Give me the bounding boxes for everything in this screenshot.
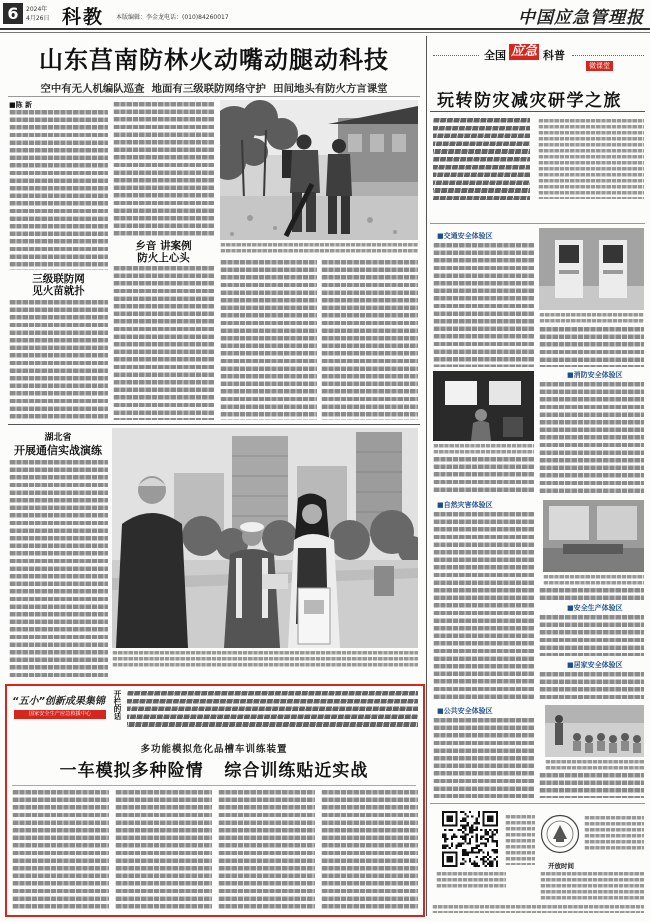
photo-disaster-caption xyxy=(543,575,644,585)
column-intro-label: 开栏的话 xyxy=(113,690,122,720)
lead-subhead-2 xyxy=(113,240,214,264)
photo-forest-caption xyxy=(220,243,418,254)
photo-forest-firefighters xyxy=(220,100,418,240)
photo-students-class xyxy=(545,705,644,757)
photo-disaster-hall xyxy=(543,500,644,572)
traffic-safety-text xyxy=(433,243,534,367)
column-intro-text xyxy=(127,691,418,729)
section-production-safety: ■安全生产体验区 xyxy=(567,604,623,612)
lead-subhead-2-line2: 防火上心头 xyxy=(137,252,190,264)
organization-info-text xyxy=(584,816,644,850)
lead-body-col1-a xyxy=(9,110,108,270)
photo-community-caption xyxy=(112,651,418,668)
lead-body-col2-b xyxy=(113,266,214,420)
science-intro-text xyxy=(433,118,530,200)
section-natural-disaster: ■自然灾害体验区 xyxy=(437,501,493,509)
photo-traffic-kiosks xyxy=(539,228,644,310)
science-headline: 玩转防灾减灾研学之旅 xyxy=(437,91,622,111)
issue-date-day: 4月26日 xyxy=(26,15,50,22)
innovation-kicker: 多功能模拟危化品槽车训练装置 xyxy=(140,744,288,755)
lead-bottom-rule xyxy=(8,424,420,425)
natural-disaster-text-right xyxy=(539,588,644,600)
section-public-safety: ■公共安全体验区 xyxy=(437,707,493,715)
qr-code-graphic xyxy=(442,811,498,867)
photo-community-safety-outreach xyxy=(112,428,418,648)
lead-body-col4 xyxy=(321,260,418,420)
lead-subheadline: 空中有无人机编队巡查 地面有三级联防网络守护 田间地头有防火方言课堂 xyxy=(40,83,388,95)
hubei-body xyxy=(9,460,108,680)
photo-vr-caption xyxy=(433,444,534,454)
page-number: 6 xyxy=(3,3,23,24)
lead-subhead-1-line2: 见火苗就扑 xyxy=(32,285,85,297)
section-traffic-safety: ■交通安全体验区 xyxy=(437,232,493,240)
lead-body-col3 xyxy=(220,260,317,420)
page-footer-note xyxy=(432,905,644,913)
editor-phone: 电话：(010)84260017 xyxy=(164,14,229,21)
section-fire-safety: ■消防安全体验区 xyxy=(567,371,623,379)
science-bottom-rule xyxy=(430,803,645,804)
section-home-safety: ■居家安全体验区 xyxy=(567,661,623,669)
science-title-rule xyxy=(430,111,645,112)
column-separator xyxy=(426,36,427,916)
header-rule xyxy=(0,28,650,30)
qr-caption xyxy=(436,872,506,890)
home-safety-text xyxy=(539,672,644,701)
lead-body-col2-a xyxy=(113,102,214,236)
photo-vr-experience xyxy=(433,371,534,441)
science-facts-list xyxy=(538,119,644,199)
open-hours-label: 开放时间 xyxy=(548,862,574,870)
lead-subhead-2-line1: 乡音 讲案例 xyxy=(135,240,192,252)
editor-credit: 本版编辑：李金龙 xyxy=(116,14,165,21)
innovation-series-org: 国家安全生产应急救援中心 xyxy=(14,710,106,719)
lead-body-col1-b xyxy=(9,300,108,420)
lead-subhead-1-line1: 三级联防网 xyxy=(32,273,85,285)
photo-traffic-caption xyxy=(539,313,644,324)
photo-students-caption xyxy=(545,760,644,770)
open-hours-text xyxy=(540,872,644,900)
public-safety-text-right xyxy=(539,773,644,798)
science-intro-rule xyxy=(430,223,645,224)
production-safety-text xyxy=(539,615,644,656)
header-rule-thin xyxy=(0,32,650,33)
fire-safety-text-left xyxy=(433,457,534,495)
natural-disaster-text xyxy=(433,512,534,702)
lead-subhead-1 xyxy=(9,273,108,297)
public-safety-text xyxy=(433,718,534,798)
lead-byline: ■陈 新 xyxy=(9,101,33,109)
hubei-headline: 开展通信实战演练 xyxy=(14,444,102,457)
brand-highlight: 应急 xyxy=(511,44,538,59)
section-title: 科教 xyxy=(62,6,105,28)
innovation-body-col2 xyxy=(115,790,212,910)
hubei-region: 湖北省 xyxy=(44,433,72,443)
brand-suffix: 科普 xyxy=(543,49,565,62)
issue-date-year: 2024年 xyxy=(26,6,48,13)
brand-tag: 微课堂 xyxy=(586,61,613,71)
brand-dotted-rule-right xyxy=(572,55,644,56)
lead-rule xyxy=(8,96,420,97)
innovation-rule xyxy=(12,785,416,786)
newspaper-masthead: 中国应急管理报 xyxy=(518,8,644,28)
innovation-headline: 一车模拟多种险情 综合训练贴近实战 xyxy=(59,761,369,781)
organization-seal-icon xyxy=(540,814,580,854)
innovation-body-col3 xyxy=(218,790,315,910)
traffic-safety-text-right xyxy=(539,327,644,367)
brand-dotted-rule xyxy=(433,55,479,56)
brand-prefix: 全国 xyxy=(484,49,506,62)
innovation-body-col1 xyxy=(12,790,109,910)
qr-side-text xyxy=(505,815,535,865)
innovation-series-label: “五小”创新成果集锦 xyxy=(12,696,105,707)
innovation-body-col4 xyxy=(321,790,418,910)
qr-code[interactable] xyxy=(442,811,498,867)
lead-headline: 山东莒南防林火动嘴动腿动科技 xyxy=(39,46,389,74)
fire-safety-text xyxy=(539,382,644,495)
